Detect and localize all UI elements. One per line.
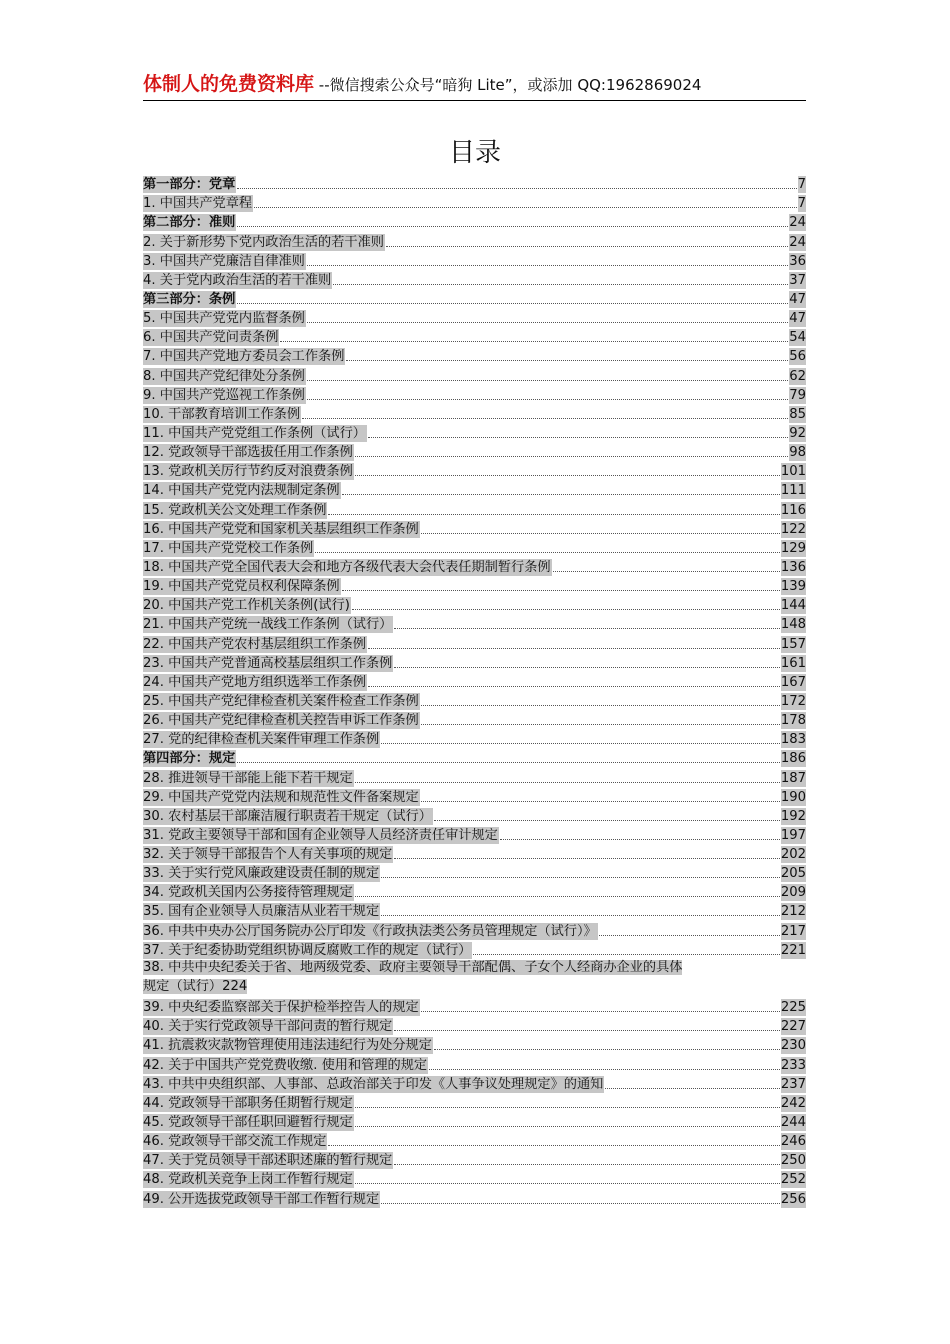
table-of-contents (143, 174, 806, 1208)
toc-page-number: 85 (789, 406, 806, 422)
dot-leader (280, 341, 788, 342)
dot-leader (342, 590, 780, 591)
toc-page-number: 178 (780, 713, 806, 729)
toc-entry[interactable] (143, 442, 806, 461)
toc-page-number: 92 (789, 425, 806, 441)
toc-entry[interactable] (143, 691, 806, 710)
toc-entry-label: 27. 党的纪律检查机关案件审理工作条例 (143, 732, 380, 748)
dot-leader (355, 896, 780, 897)
toc-entry-label: 32. 关于领导干部报告个人有关事项的规定 (143, 847, 393, 863)
dot-leader (553, 571, 780, 572)
toc-page-number: 209 (780, 885, 806, 901)
dot-leader (421, 1011, 780, 1012)
dot-leader (368, 686, 780, 687)
toc-entry[interactable] (143, 1188, 806, 1207)
dot-leader (307, 322, 788, 323)
dot-leader (429, 1069, 780, 1070)
toc-entry[interactable] (143, 767, 806, 786)
toc-entry[interactable] (143, 1093, 806, 1112)
toc-entry-label: 19. 中国共产党党员权利保障条例 (143, 579, 340, 595)
toc-entry[interactable] (143, 614, 806, 633)
dot-leader (307, 399, 788, 400)
dot-leader (368, 437, 788, 438)
toc-entry-label: 15. 党政机关公文处理工作条例 (143, 502, 327, 518)
dot-leader (381, 877, 780, 878)
toc-page-number: 202 (780, 847, 806, 863)
toc-page-number: 36 (789, 253, 806, 269)
dot-leader (302, 418, 788, 419)
toc-page-number: 227 (780, 1019, 806, 1035)
toc-entry[interactable] (143, 1016, 806, 1035)
dot-leader (355, 1183, 780, 1184)
toc-entry[interactable] (143, 672, 806, 691)
toc-entry-label: 23. 中国共产党普通高校基层组织工作条例 (143, 655, 393, 671)
toc-entry[interactable] (143, 423, 806, 442)
toc-entry[interactable] (143, 997, 806, 1016)
toc-entry[interactable] (143, 710, 806, 729)
toc-part-heading[interactable] (143, 212, 806, 231)
toc-entry[interactable] (143, 633, 806, 652)
toc-entry-label: 22. 中国共产党农村基层组织工作条例 (143, 636, 366, 652)
toc-entry[interactable] (143, 1054, 806, 1073)
toc-page-number: 230 (780, 1038, 806, 1054)
dot-leader (381, 743, 780, 744)
toc-page-number: 225 (780, 1000, 806, 1016)
toc-page-number: 221 (780, 942, 806, 958)
toc-page-number: 242 (780, 1095, 806, 1111)
dot-leader (254, 207, 797, 208)
toc-entry[interactable] (143, 1074, 806, 1093)
toc-entry[interactable] (143, 863, 806, 882)
dot-leader (237, 303, 788, 304)
toc-page-number: 237 (780, 1076, 806, 1092)
dot-leader (355, 1107, 780, 1108)
toc-entry-label: 40. 关于实行党政领导干部问责的暂行规定 (143, 1019, 393, 1035)
toc-page-number: 56 (789, 349, 806, 365)
toc-entry-label: 39. 中央纪委监察部关于保护检举控告人的规定 (143, 1000, 419, 1016)
toc-entry[interactable] (143, 346, 806, 365)
toc-entry[interactable] (143, 1035, 806, 1054)
toc-entry-label-continued: 规定（试行）224 (143, 978, 248, 994)
dot-leader (307, 380, 788, 381)
toc-entry-label: 44. 党政领导干部职务任期暂行规定 (143, 1095, 353, 1111)
toc-entry[interactable] (143, 231, 806, 250)
toc-page-number: 186 (780, 751, 806, 767)
toc-entry[interactable] (143, 576, 806, 595)
dot-leader (355, 456, 788, 457)
toc-page-number: 98 (789, 445, 806, 461)
toc-entry-label: 2. 关于新形势下党内政治生活的若干准则 (143, 234, 384, 250)
dot-leader (237, 762, 780, 763)
dot-leader (237, 226, 788, 227)
toc-entry[interactable] (143, 1150, 806, 1169)
toc-page-number: 167 (780, 674, 806, 690)
dot-leader (346, 360, 788, 361)
dot-leader (394, 858, 779, 859)
toc-entry-label: 第二部分：准则 (143, 215, 236, 231)
toc-entry[interactable] (143, 787, 806, 806)
toc-entry-label: 42. 关于中国共产党党费收缴. 使用和管理的规定 (143, 1057, 428, 1073)
toc-entry[interactable] (143, 1112, 806, 1131)
toc-entry[interactable] (143, 270, 806, 289)
toc-page-number: 190 (780, 789, 806, 805)
toc-page-number: 144 (780, 598, 806, 614)
toc-entry-label: 13. 党政机关厉行节约反对浪费条例 (143, 464, 353, 480)
dot-leader (434, 820, 780, 821)
toc-entry-label: 第四部分：规定 (143, 751, 236, 767)
toc-entry-label: 34. 党政机关国内公务接待管理规定 (143, 885, 353, 901)
dot-leader (421, 724, 780, 725)
toc-page-number: 256 (780, 1191, 806, 1207)
toc-entry[interactable] (143, 557, 806, 576)
toc-page-number: 47 (789, 311, 806, 327)
toc-entry-label: 28. 推进领导干部能上能下若干规定 (143, 770, 353, 786)
toc-page-number: 192 (780, 808, 806, 824)
toc-entry-label: 26. 中国共产党纪律检查机关控告申诉工作条例 (143, 713, 419, 729)
toc-entry-label: 37. 关于纪委协助党组织协调反腐败工作的规定（试行） (143, 942, 472, 958)
dot-leader (605, 1088, 779, 1089)
toc-part-heading[interactable] (143, 174, 806, 193)
page-header (143, 72, 806, 101)
toc-entry[interactable] (143, 729, 806, 748)
dot-leader (599, 935, 780, 936)
dot-leader (355, 475, 780, 476)
toc-entry-label: 16. 中国共产党党和国家机关基层组织工作条例 (143, 521, 419, 537)
toc-entry-label: 24. 中国共产党地方组织选举工作条例 (143, 674, 366, 690)
toc-page-number: 233 (780, 1057, 806, 1073)
dot-leader (386, 246, 788, 247)
toc-page-number: 136 (780, 559, 806, 575)
dot-leader (394, 667, 779, 668)
toc-entry[interactable] (143, 901, 806, 920)
toc-page-number: 24 (789, 215, 806, 231)
toc-entry-label: 20. 中国共产党工作机关条例(试行) (143, 598, 350, 614)
toc-entry-label: 38. 中共中央纪委关于省、地两级党委、政府主要领导干部配偶、子女个人经商办企业的具体 (143, 959, 683, 975)
toc-entry-label: 第三部分：条例 (143, 291, 236, 307)
toc-entry[interactable] (143, 385, 806, 404)
toc-entry[interactable] (143, 327, 806, 346)
toc-entry[interactable] (143, 1169, 806, 1188)
toc-page-number: 129 (780, 540, 806, 556)
dot-leader (315, 552, 780, 553)
toc-page-number: 7 (797, 196, 806, 212)
toc-entry[interactable] (143, 940, 806, 959)
toc-entry-label: 43. 中共中央组织部、人事部、总政治部关于印发《人事争议处理规定》的通知 (143, 1076, 604, 1092)
toc-page-number: 172 (780, 693, 806, 709)
toc-entry-label: 31. 党政主要领导干部和国有企业领导人员经济责任审计规定 (143, 827, 498, 843)
dot-leader (394, 1164, 779, 1165)
toc-entry[interactable] (143, 825, 806, 844)
dot-leader (394, 1030, 779, 1031)
brand-title: 体制人的免费资料库 (143, 73, 315, 95)
toc-entry-label: 1. 中国共产党章程 (143, 196, 253, 212)
toc-entry[interactable] (143, 480, 806, 499)
toc-entry-label: 9. 中国共产党巡视工作条例 (143, 387, 305, 403)
dot-leader (237, 188, 796, 189)
toc-entry[interactable] (143, 193, 806, 212)
toc-entry[interactable] (143, 251, 806, 270)
toc-entry-label: 49. 公开选拔党政领导干部工作暂行规定 (143, 1191, 380, 1207)
toc-page-number: 246 (780, 1134, 806, 1150)
toc-entry-label: 41. 抗震救灾款物管理使用违法违纪行为处分规定 (143, 1038, 432, 1054)
toc-page-number: 187 (780, 770, 806, 786)
toc-page-number: 54 (789, 330, 806, 346)
toc-entry-label: 7. 中国共产党地方委员会工作条例 (143, 349, 345, 365)
dot-leader (421, 801, 780, 802)
toc-entry[interactable] (143, 365, 806, 384)
dot-leader (421, 705, 780, 706)
dot-leader (381, 915, 780, 916)
toc-entry-label: 48. 党政机关竞争上岗工作暂行规定 (143, 1172, 353, 1188)
dot-leader (307, 265, 788, 266)
toc-page-number: 244 (780, 1115, 806, 1131)
toc-entry-label: 35. 国有企业领导人员廉洁从业若干规定 (143, 904, 380, 920)
toc-entry-label: 47. 关于党员领导干部述职述廉的暂行规定 (143, 1153, 393, 1169)
toc-entry[interactable] (143, 959, 806, 997)
dot-leader (333, 284, 788, 285)
toc-entry[interactable] (143, 882, 806, 901)
toc-entry[interactable] (143, 538, 806, 557)
toc-entry[interactable] (143, 308, 806, 327)
toc-entry-label: 14. 中国共产党党内法规制定条例 (143, 483, 340, 499)
dot-leader (421, 533, 780, 534)
toc-entry[interactable] (143, 595, 806, 614)
toc-page-number: 157 (780, 636, 806, 652)
dot-leader (352, 609, 780, 610)
toc-page-number: 183 (780, 732, 806, 748)
toc-entry[interactable] (143, 499, 806, 518)
toc-entry-label: 第一部分：党章 (143, 177, 236, 193)
toc-entry-label: 46. 党政领导干部交流工作规定 (143, 1134, 327, 1150)
dot-leader (328, 1145, 779, 1146)
dot-leader (355, 782, 780, 783)
toc-entry-label: 10. 干部教育培训工作条例 (143, 406, 301, 422)
toc-page-number: 47 (789, 291, 806, 307)
toc-entry-label: 29. 中国共产党党内法规和规范性文件备案规定 (143, 789, 419, 805)
toc-entry[interactable] (143, 1131, 806, 1150)
toc-entry-label: 17. 中国共产党党校工作条例 (143, 540, 314, 556)
toc-page-number: 111 (780, 483, 806, 499)
toc-entry-label: 25. 中国共产党纪律检查机关案件检查工作条例 (143, 693, 419, 709)
toc-page-number: 139 (780, 579, 806, 595)
toc-entry-label: 5. 中国共产党党内监督条例 (143, 311, 305, 327)
dot-leader (368, 648, 780, 649)
toc-entry-label: 30. 农村基层干部廉洁履行职责若干规定（试行） (143, 808, 432, 824)
toc-entry-label: 45. 党政领导干部任职回避暂行规定 (143, 1115, 353, 1131)
dot-leader (434, 1049, 780, 1050)
toc-entry[interactable] (143, 519, 806, 538)
toc-page-number: 212 (780, 904, 806, 920)
toc-entry[interactable] (143, 404, 806, 423)
dot-leader (342, 494, 780, 495)
toc-page-number: 252 (780, 1172, 806, 1188)
dot-leader (328, 514, 779, 515)
toc-page-number: 7 (797, 177, 806, 193)
toc-entry-label: 4. 关于党内政治生活的若干准则 (143, 272, 332, 288)
toc-entry-label: 6. 中国共产党问责条例 (143, 330, 279, 346)
toc-entry-label: 12. 党政领导干部选拔任用工作条例 (143, 445, 353, 461)
dot-leader (473, 954, 779, 955)
toc-page-number: 197 (780, 827, 806, 843)
toc-entry-label: 21. 中国共产党统一战线工作条例（试行） (143, 617, 393, 633)
toc-page-number: 161 (780, 655, 806, 671)
toc-entry-label: 11. 中国共产党党组工作条例（试行） (143, 425, 366, 441)
toc-page-number: 37 (789, 272, 806, 288)
toc-entry[interactable] (143, 844, 806, 863)
toc-page-number: 205 (780, 866, 806, 882)
toc-page-number: 217 (780, 923, 806, 939)
toc-entry-label: 8. 中国共产党纪律处分条例 (143, 368, 305, 384)
dot-leader (500, 839, 780, 840)
dot-leader (355, 1126, 780, 1127)
toc-entry-label: 3. 中国共产党廉洁自律准则 (143, 253, 305, 269)
toc-part-heading[interactable] (143, 289, 806, 308)
toc-entry[interactable] (143, 806, 806, 825)
toc-page-number: 24 (789, 234, 806, 250)
dot-leader (394, 628, 779, 629)
toc-entry[interactable] (143, 653, 806, 672)
toc-page-number: 148 (780, 617, 806, 633)
toc-page-number: 101 (780, 464, 806, 480)
toc-page-number: 116 (780, 502, 806, 518)
toc-page-number: 62 (789, 368, 806, 384)
toc-part-heading[interactable] (143, 748, 806, 767)
contact-info: --微信搜索公众号“暗狗 Lite”，或添加 QQ:1962869024 (314, 76, 702, 94)
toc-entry[interactable] (143, 920, 806, 939)
toc-title: 目录 (448, 138, 501, 168)
toc-entry[interactable] (143, 461, 806, 480)
toc-entry-label: 18. 中国共产党全国代表大会和地方各级代表大会代表任期制暂行条例 (143, 559, 551, 575)
toc-page-number: 250 (780, 1153, 806, 1169)
toc-page-number: 122 (780, 521, 806, 537)
toc-entry-label: 36. 中共中央办公厅国务院办公厅印发《行政执法类公务员管理规定（试行）》 (143, 923, 597, 939)
toc-page-number: 79 (789, 387, 806, 403)
toc-entry-label: 33. 关于实行党风廉政建设责任制的规定 (143, 866, 380, 882)
dot-leader (381, 1203, 780, 1204)
